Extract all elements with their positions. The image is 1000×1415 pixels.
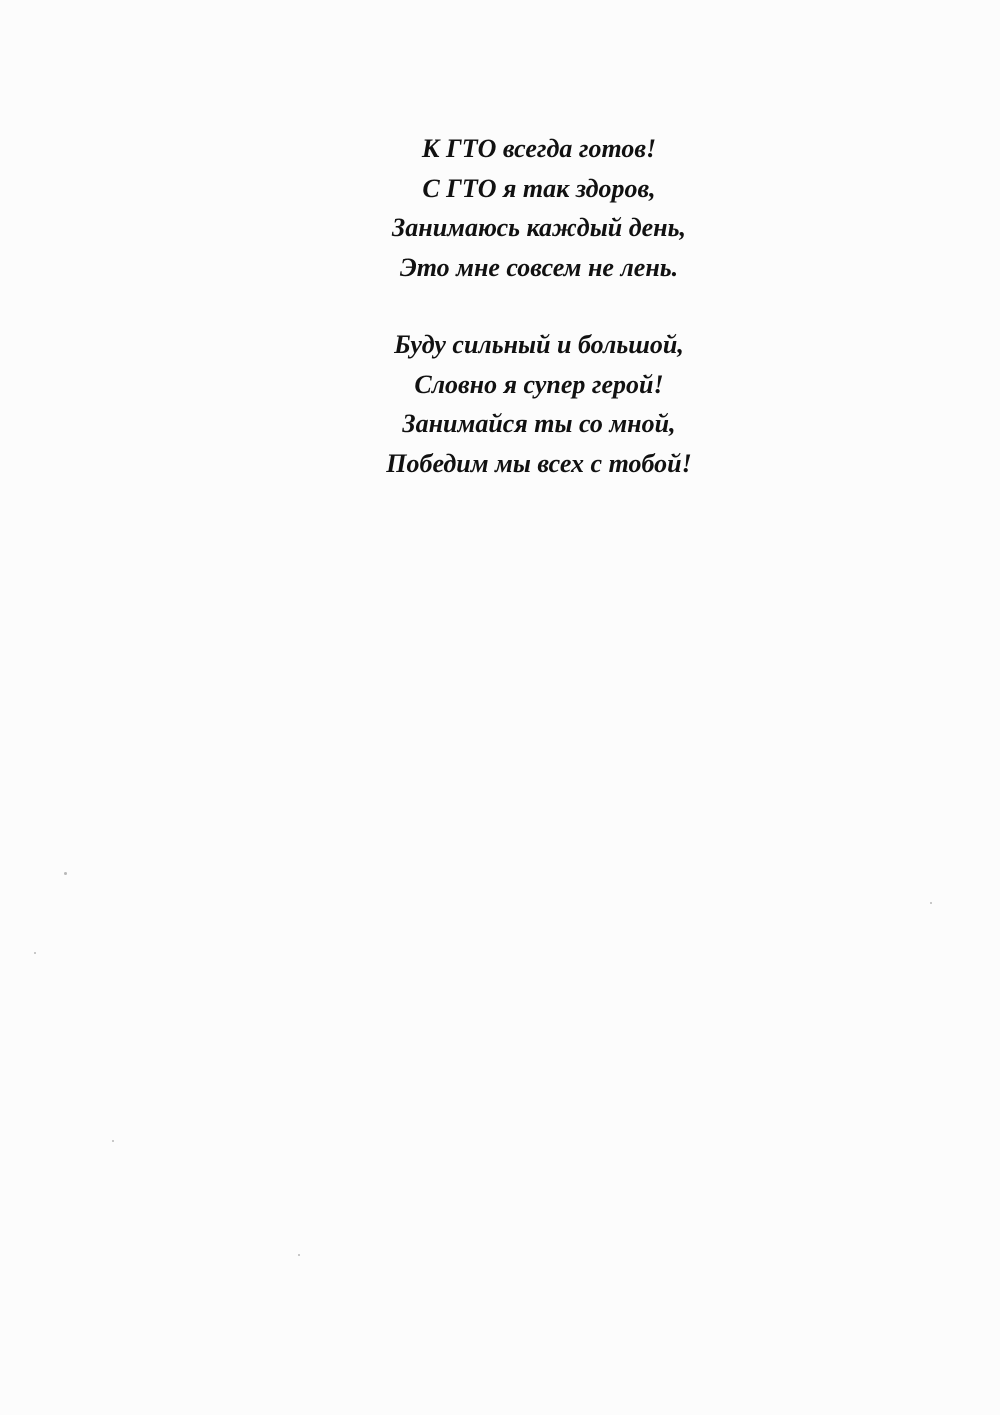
scan-speck bbox=[930, 902, 932, 904]
poem-line: Это мне совсем не лень. bbox=[399, 252, 679, 282]
scan-speck bbox=[298, 1254, 300, 1256]
poem-line: С ГТО я так здоров, bbox=[422, 173, 656, 203]
poem-line: Занимаюсь каждый день, bbox=[392, 213, 686, 242]
poem-line: Словно я супер герой! bbox=[414, 369, 664, 399]
stanza-1 bbox=[0, 129, 1000, 287]
poem-line: Занимайся ты со мной, bbox=[402, 409, 676, 438]
poem-line: Буду сильный и большой, bbox=[394, 330, 684, 359]
poem bbox=[0, 129, 1000, 483]
stanza-2 bbox=[0, 325, 1000, 483]
scan-speck bbox=[34, 952, 36, 954]
scan-speck bbox=[64, 872, 67, 875]
scan-speck bbox=[112, 1140, 114, 1142]
poem-line: К ГТО всегда готов! bbox=[421, 134, 657, 163]
poem-line: Победим мы всех с тобой! bbox=[386, 448, 692, 478]
